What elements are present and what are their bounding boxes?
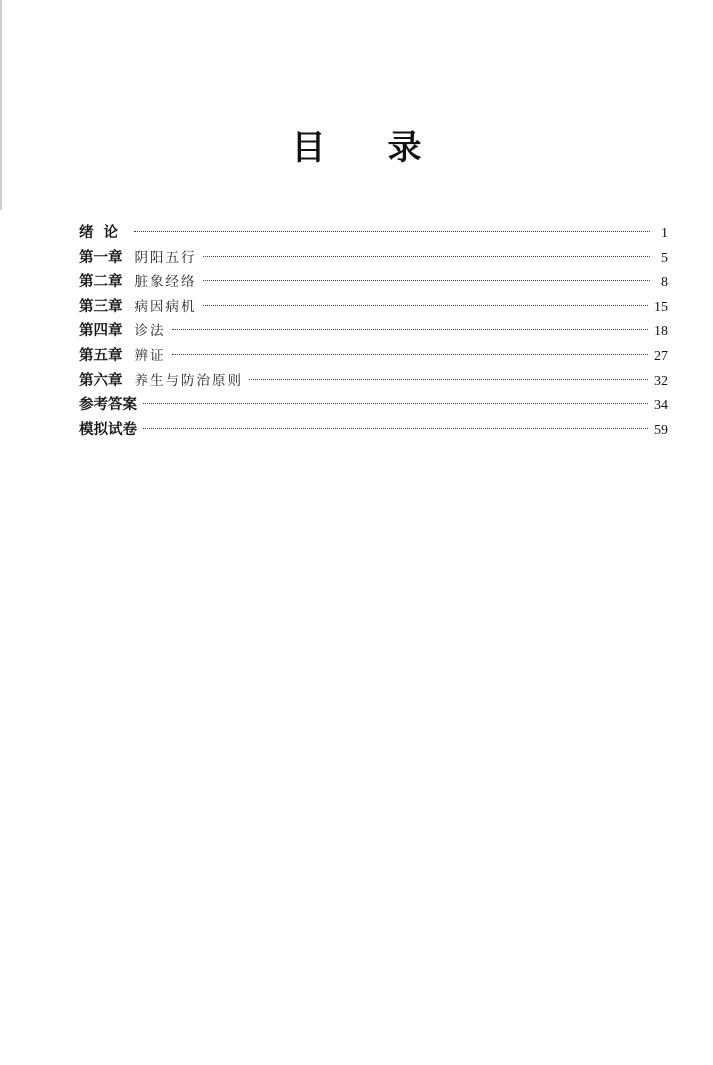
table-of-contents bbox=[79, 221, 668, 442]
page-title: 目录 bbox=[291, 128, 484, 168]
toc-chapter-label: 第一章 bbox=[79, 249, 123, 266]
toc-chapter-title: 阴阳五行 bbox=[134, 249, 197, 266]
toc-chapter-label: 第六章 bbox=[79, 372, 123, 389]
toc-chapter-title: 诊法 bbox=[134, 323, 166, 340]
toc-chapter-title: 养生与防治原则 bbox=[134, 372, 243, 389]
scan-edge-line bbox=[0, 0, 2, 210]
toc-chapter-label: 第五章 bbox=[79, 347, 123, 364]
toc-chapter-label: 模拟试卷 bbox=[79, 421, 137, 438]
toc-entry-chapter-6[interactable] bbox=[79, 369, 668, 394]
toc-leader-dots bbox=[172, 329, 649, 330]
toc-leader-dots bbox=[143, 403, 648, 404]
toc-chapter-title: 辨证 bbox=[134, 347, 166, 364]
toc-chapter-label: 第三章 bbox=[79, 298, 123, 315]
toc-chapter-label: 绪论 bbox=[79, 225, 128, 241]
toc-entry-chapter-3[interactable] bbox=[79, 295, 668, 320]
toc-page-number: 34 bbox=[654, 398, 668, 414]
toc-leader-dots bbox=[203, 280, 651, 281]
toc-page-number: 15 bbox=[654, 299, 668, 315]
toc-chapter-title: 脏象经络 bbox=[134, 274, 197, 291]
toc-entry-chapter-5[interactable] bbox=[79, 344, 668, 369]
toc-entry-answers[interactable] bbox=[79, 393, 668, 418]
toc-chapter-label: 参考答案 bbox=[79, 397, 137, 414]
toc-chapter-label: 第二章 bbox=[79, 274, 123, 291]
toc-leader-dots bbox=[203, 256, 651, 257]
toc-entry-mock-exam[interactable] bbox=[79, 418, 668, 443]
toc-leader-dots bbox=[249, 379, 648, 380]
toc-leader-dots bbox=[172, 354, 649, 355]
toc-leader-dots bbox=[134, 231, 650, 232]
toc-page-number: 32 bbox=[654, 373, 668, 389]
toc-entry-intro[interactable] bbox=[79, 221, 668, 246]
toc-page-number: 1 bbox=[661, 226, 668, 241]
toc-entry-chapter-4[interactable] bbox=[79, 319, 668, 344]
toc-page-number: 8 bbox=[661, 275, 668, 291]
toc-page-number: 5 bbox=[661, 250, 668, 266]
toc-page-number: 59 bbox=[654, 422, 668, 438]
toc-page-number: 27 bbox=[654, 348, 668, 364]
toc-chapter-label: 第四章 bbox=[79, 323, 123, 340]
toc-page-number: 18 bbox=[654, 324, 668, 340]
toc-chapter-title: 病因病机 bbox=[134, 298, 197, 315]
toc-leader-dots bbox=[143, 428, 648, 429]
toc-entry-chapter-1[interactable] bbox=[79, 246, 668, 271]
toc-leader-dots bbox=[203, 305, 649, 306]
toc-entry-chapter-2[interactable] bbox=[79, 270, 668, 295]
